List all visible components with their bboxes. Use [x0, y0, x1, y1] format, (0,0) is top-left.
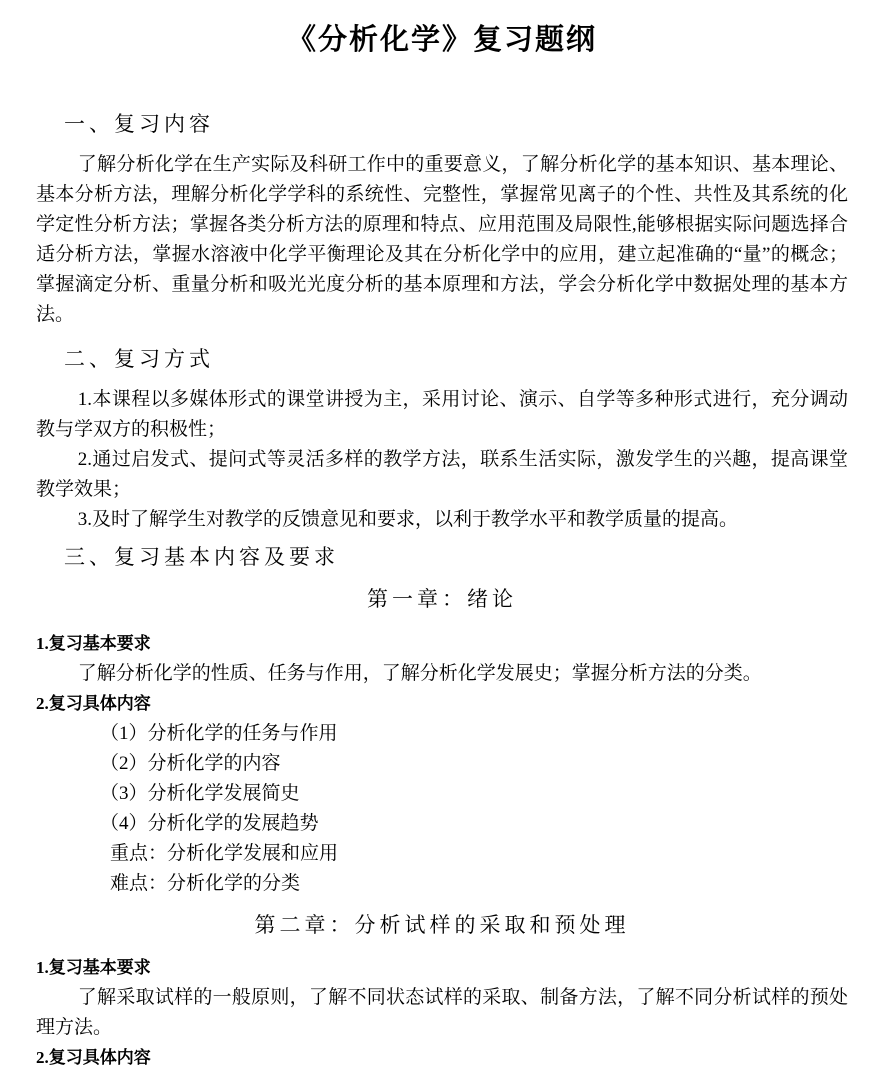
chapter-1-item-3: （3）分析化学发展简史	[100, 783, 300, 804]
chapter-2-basic-requirements-text: 了解采取试样的一般原则，了解不同状态试样的采取、制备方法，了解不同分析试样的预处理方法。	[36, 987, 848, 1038]
method-item-1: 1.本课程以多媒体形式的课堂讲授为主，采用讨论、演示、自学等多种形式进行，充分调动教与学双方的积极性；	[36, 389, 848, 440]
chapter-1-basic-requirements-label: 1.复习基本要求	[36, 634, 151, 653]
section-heading-review-content: 一、复习内容	[64, 113, 214, 136]
chapter-2	[36, 911, 848, 1073]
chapter-1-item-2: （2）分析化学的内容	[100, 753, 281, 774]
section-heading-review-method: 二、复习方式	[64, 348, 214, 371]
chapter-2-title: 第二章：分析试样的采取和预处理	[254, 914, 630, 937]
document-title: 《分析化学》复习题纲	[286, 24, 597, 56]
chapter-2-detail-content-label: 2.复习具体内容	[36, 1048, 151, 1067]
method-item-3: 3.及时了解学生对教学的反馈意见和要求，以利于教学水平和教学质量的提高。	[77, 509, 739, 530]
section-heading-review-requirements: 三、复习基本内容及要求	[64, 546, 339, 569]
chapter-1-item-1: （1）分析化学的任务与作用	[100, 723, 338, 744]
section-review-content	[36, 110, 848, 330]
section-review-method	[36, 345, 848, 535]
section-review-requirements	[36, 543, 848, 1073]
paragraph-review-content: 了解分析化学在生产实际及科研工作中的重要意义，了解分析化学的基本知识、基本理论、基本分析方法，理解分析化学学科的系统性、完整性，掌握常见离子的个性、共性及其系统的化学定性分析方法；掌握各类分析方法的原理和特点、应用范围及局限性,能够根据实际问题选择合适分析方法，掌握水溶液中化学平衡理论及其在分析化学中的应用，建立起准确的“量”的概念；掌握滴定分析、重量分析和吸光光度分析的基本原理和方法，学会分析化学中数据处理的基本方法。	[36, 154, 848, 325]
chapter-1-item-4: （4）分析化学的发展趋势	[100, 813, 319, 834]
chapter-2-basic-requirements-label: 1.复习基本要求	[36, 958, 151, 977]
chapter-1-basic-requirements-text: 了解分析化学的性质、任务与作用，了解分析化学发展史；掌握分析方法的分类。	[77, 663, 762, 684]
chapter-1	[36, 585, 848, 899]
method-item-2: 2.通过启发式、提问式等灵活多样的教学方法，联系生活实际，激发学生的兴趣，提高课堂教学效果；	[36, 449, 848, 500]
chapter-1-difficult-point: 难点：分析化学的分类	[110, 873, 301, 894]
chapter-1-title: 第一章：绪论	[367, 588, 517, 611]
chapter-1-key-point: 重点：分析化学发展和应用	[110, 843, 339, 864]
chapter-1-detail-content-label: 2.复习具体内容	[36, 694, 151, 713]
